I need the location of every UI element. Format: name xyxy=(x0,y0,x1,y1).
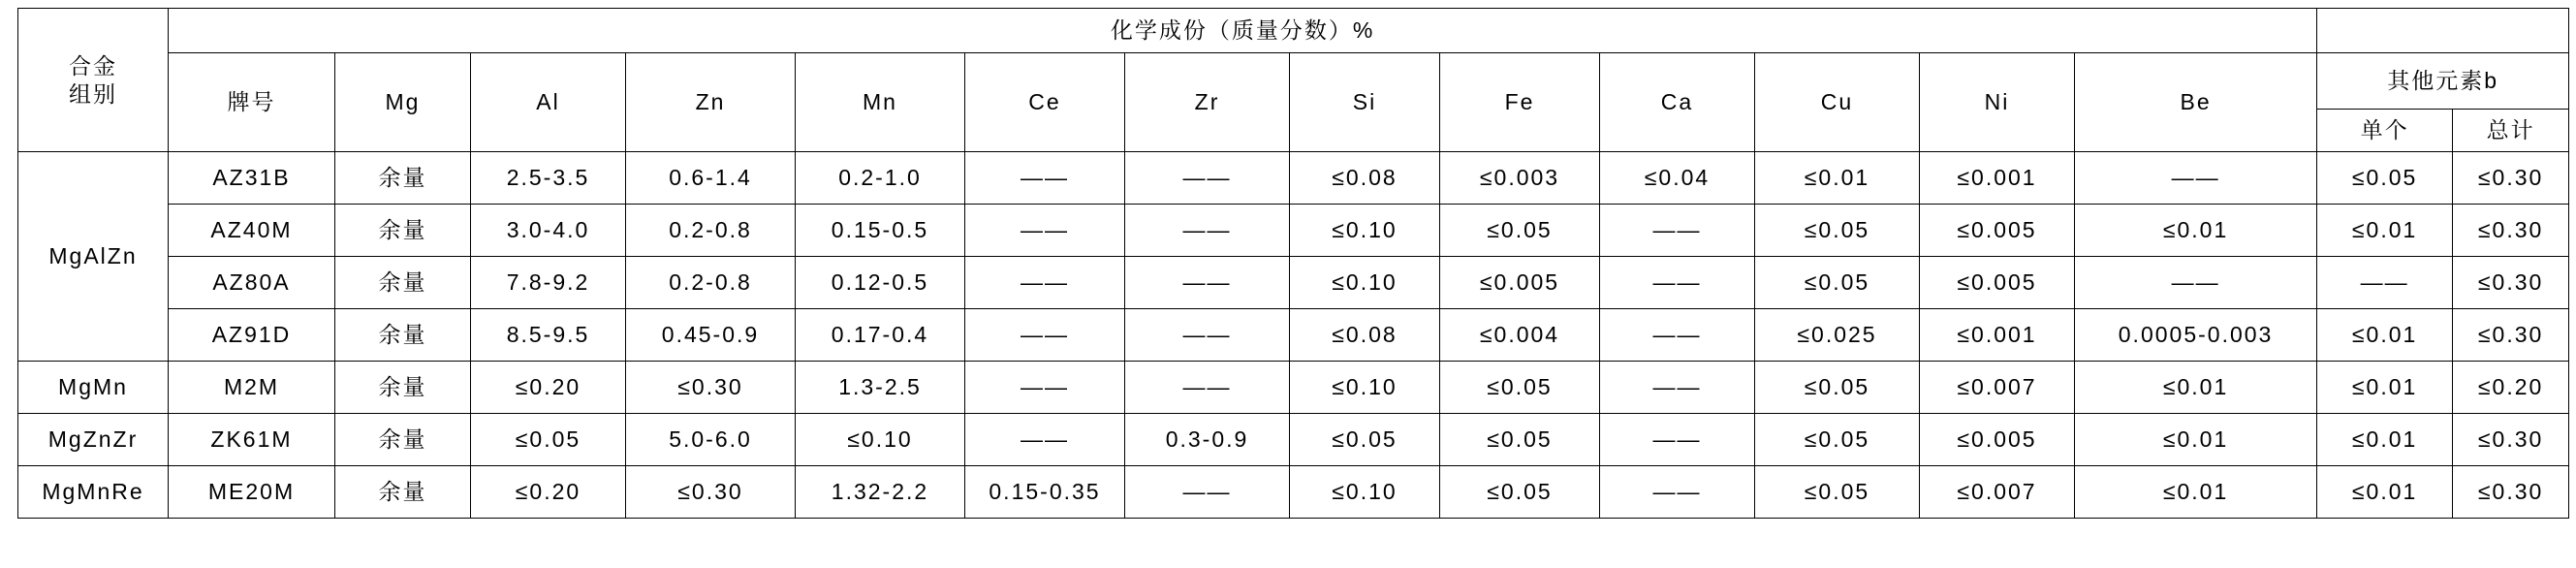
table-row xyxy=(18,205,2569,257)
header-col-grade: 牌号 xyxy=(169,53,335,152)
alloy-composition-table xyxy=(17,8,2569,519)
cell-mg: 余量 xyxy=(335,414,471,466)
cell-mg: 余量 xyxy=(335,362,471,414)
header-col-ce: Ce xyxy=(965,53,1125,152)
cell-other-single: ≤0.01 xyxy=(2317,362,2453,414)
cell-ce: —— xyxy=(965,362,1125,414)
cell-ce: —— xyxy=(965,309,1125,362)
header-row-top xyxy=(18,9,2569,53)
table-header xyxy=(18,9,2569,152)
cell-al: 8.5-9.5 xyxy=(471,309,626,362)
cell-ni: ≤0.007 xyxy=(1920,362,2075,414)
cell-si: ≤0.10 xyxy=(1290,466,1440,519)
cell-ce: —— xyxy=(965,257,1125,309)
cell-al: 7.8-9.2 xyxy=(471,257,626,309)
cell-si: ≤0.10 xyxy=(1290,257,1440,309)
cell-cu: ≤0.01 xyxy=(1755,152,1920,205)
cell-cu: ≤0.05 xyxy=(1755,257,1920,309)
header-col-be: Be xyxy=(2075,53,2317,152)
header-col-ni: Ni xyxy=(1920,53,2075,152)
header-alloy-group xyxy=(18,9,169,152)
cell-other-total: ≤0.30 xyxy=(2453,466,2569,519)
cell-si: ≤0.10 xyxy=(1290,362,1440,414)
table-row xyxy=(18,309,2569,362)
cell-zn: 0.45-0.9 xyxy=(626,309,796,362)
row-group-mgalzn: MgAlZn xyxy=(18,152,169,362)
cell-ca: —— xyxy=(1600,414,1755,466)
header-alloy-group-line2: 组别 xyxy=(69,80,117,107)
header-col-mg: Mg xyxy=(335,53,471,152)
cell-grade: ME20M xyxy=(169,466,335,519)
cell-fe: ≤0.05 xyxy=(1440,466,1600,519)
cell-be: —— xyxy=(2075,152,2317,205)
header-other-total: 总计 xyxy=(2453,110,2569,152)
cell-ni: ≤0.005 xyxy=(1920,257,2075,309)
header-row-middle xyxy=(18,53,2569,110)
cell-ca: —— xyxy=(1600,309,1755,362)
cell-other-single: ≤0.01 xyxy=(2317,309,2453,362)
row-group-mgmnre: MgMnRe xyxy=(18,466,169,519)
table-row xyxy=(18,414,2569,466)
cell-mg: 余量 xyxy=(335,309,471,362)
cell-mg: 余量 xyxy=(335,257,471,309)
cell-zr: —— xyxy=(1125,309,1290,362)
cell-ca: —— xyxy=(1600,205,1755,257)
cell-si: ≤0.08 xyxy=(1290,152,1440,205)
cell-al: ≤0.20 xyxy=(471,466,626,519)
cell-ni: ≤0.005 xyxy=(1920,414,2075,466)
cell-other-single: ≤0.01 xyxy=(2317,466,2453,519)
cell-ce: —— xyxy=(965,414,1125,466)
cell-mn: ≤0.10 xyxy=(796,414,965,466)
header-col-ca: Ca xyxy=(1600,53,1755,152)
cell-be: ≤0.01 xyxy=(2075,466,2317,519)
cell-mg: 余量 xyxy=(335,152,471,205)
cell-al: 2.5-3.5 xyxy=(471,152,626,205)
cell-other-total: ≤0.30 xyxy=(2453,414,2569,466)
table-row xyxy=(18,152,2569,205)
cell-ce: —— xyxy=(965,205,1125,257)
cell-ni: ≤0.001 xyxy=(1920,152,2075,205)
cell-ca: —— xyxy=(1600,466,1755,519)
cell-be: 0.0005-0.003 xyxy=(2075,309,2317,362)
cell-other-single: ≤0.01 xyxy=(2317,414,2453,466)
cell-mn: 0.15-0.5 xyxy=(796,205,965,257)
row-group-mgznzr: MgZnZr xyxy=(18,414,169,466)
cell-al: ≤0.05 xyxy=(471,414,626,466)
cell-grade: AZ40M xyxy=(169,205,335,257)
row-group-mgmn: MgMn xyxy=(18,362,169,414)
cell-zn: 0.2-0.8 xyxy=(626,205,796,257)
cell-fe: ≤0.004 xyxy=(1440,309,1600,362)
header-other-blank xyxy=(2317,9,2569,53)
cell-cu: ≤0.025 xyxy=(1755,309,1920,362)
table-row xyxy=(18,466,2569,519)
cell-si: ≤0.05 xyxy=(1290,414,1440,466)
header-col-al: Al xyxy=(471,53,626,152)
cell-fe: ≤0.05 xyxy=(1440,414,1600,466)
header-other-single: 单个 xyxy=(2317,110,2453,152)
cell-be: ≤0.01 xyxy=(2075,205,2317,257)
cell-mn: 0.2-1.0 xyxy=(796,152,965,205)
header-composition-title: 化学成份（质量分数）% xyxy=(169,9,2317,53)
cell-zr: —— xyxy=(1125,205,1290,257)
header-col-si: Si xyxy=(1290,53,1440,152)
cell-fe: ≤0.05 xyxy=(1440,362,1600,414)
cell-ni: ≤0.007 xyxy=(1920,466,2075,519)
cell-other-single: ≤0.05 xyxy=(2317,152,2453,205)
cell-al: ≤0.20 xyxy=(471,362,626,414)
cell-zn: 5.0-6.0 xyxy=(626,414,796,466)
header-col-zr: Zr xyxy=(1125,53,1290,152)
cell-mn: 0.12-0.5 xyxy=(796,257,965,309)
cell-cu: ≤0.05 xyxy=(1755,362,1920,414)
table-row xyxy=(18,257,2569,309)
cell-cu: ≤0.05 xyxy=(1755,205,1920,257)
cell-other-total: ≤0.30 xyxy=(2453,152,2569,205)
header-col-zn: Zn xyxy=(626,53,796,152)
cell-fe: ≤0.005 xyxy=(1440,257,1600,309)
cell-zn: ≤0.30 xyxy=(626,466,796,519)
header-col-fe: Fe xyxy=(1440,53,1600,152)
cell-other-total: ≤0.30 xyxy=(2453,257,2569,309)
header-col-mn: Mn xyxy=(796,53,965,152)
table-body xyxy=(18,152,2569,519)
cell-ce: 0.15-0.35 xyxy=(965,466,1125,519)
cell-grade: AZ91D xyxy=(169,309,335,362)
cell-be: ≤0.01 xyxy=(2075,362,2317,414)
cell-ni: ≤0.005 xyxy=(1920,205,2075,257)
cell-zr: —— xyxy=(1125,152,1290,205)
cell-mn: 1.32-2.2 xyxy=(796,466,965,519)
cell-zr: —— xyxy=(1125,362,1290,414)
cell-ca: —— xyxy=(1600,362,1755,414)
cell-mg: 余量 xyxy=(335,205,471,257)
cell-mn: 1.3-2.5 xyxy=(796,362,965,414)
cell-zr: 0.3-0.9 xyxy=(1125,414,1290,466)
cell-si: ≤0.10 xyxy=(1290,205,1440,257)
cell-grade: AZ31B xyxy=(169,152,335,205)
cell-zn: ≤0.30 xyxy=(626,362,796,414)
cell-mg: 余量 xyxy=(335,466,471,519)
table-row xyxy=(18,362,2569,414)
cell-ce: —— xyxy=(965,152,1125,205)
cell-be: —— xyxy=(2075,257,2317,309)
cell-grade: ZK61M xyxy=(169,414,335,466)
cell-other-total: ≤0.20 xyxy=(2453,362,2569,414)
cell-grade: M2M xyxy=(169,362,335,414)
cell-zn: 0.6-1.4 xyxy=(626,152,796,205)
cell-other-single: —— xyxy=(2317,257,2453,309)
cell-be: ≤0.01 xyxy=(2075,414,2317,466)
cell-other-single: ≤0.01 xyxy=(2317,205,2453,257)
header-col-cu: Cu xyxy=(1755,53,1920,152)
cell-cu: ≤0.05 xyxy=(1755,414,1920,466)
cell-other-total: ≤0.30 xyxy=(2453,205,2569,257)
header-other-elements-title: 其他元素b xyxy=(2317,53,2569,110)
cell-mn: 0.17-0.4 xyxy=(796,309,965,362)
header-alloy-group-line1: 合金 xyxy=(69,52,117,79)
cell-other-total: ≤0.30 xyxy=(2453,309,2569,362)
cell-zr: —— xyxy=(1125,257,1290,309)
cell-cu: ≤0.05 xyxy=(1755,466,1920,519)
cell-zr: —— xyxy=(1125,466,1290,519)
cell-ca: —— xyxy=(1600,257,1755,309)
cell-fe: ≤0.003 xyxy=(1440,152,1600,205)
cell-si: ≤0.08 xyxy=(1290,309,1440,362)
cell-ca: ≤0.04 xyxy=(1600,152,1755,205)
cell-zn: 0.2-0.8 xyxy=(626,257,796,309)
cell-ni: ≤0.001 xyxy=(1920,309,2075,362)
cell-fe: ≤0.05 xyxy=(1440,205,1600,257)
cell-grade: AZ80A xyxy=(169,257,335,309)
cell-al: 3.0-4.0 xyxy=(471,205,626,257)
